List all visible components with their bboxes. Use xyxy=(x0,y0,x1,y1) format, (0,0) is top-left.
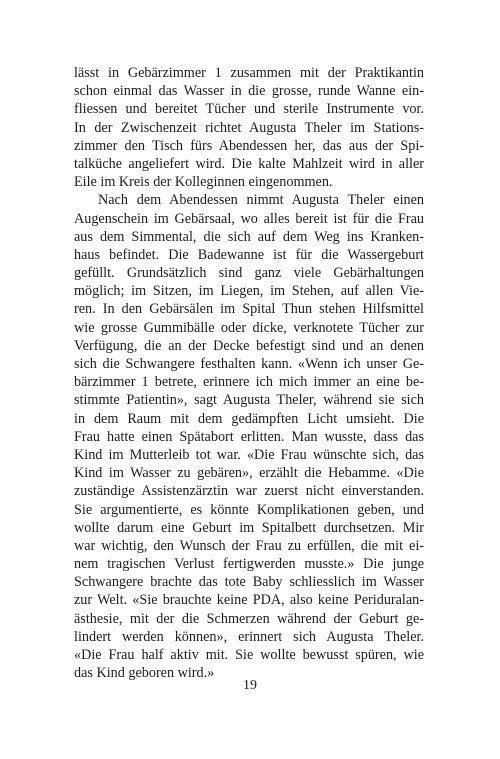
text-line: war wichtig, den Wunsch der Frau zu erfüllen, die mit ei- xyxy=(74,537,424,554)
text-line: Augenschein im Gebärsaal, wo alles bereit ist für die Frau xyxy=(74,210,424,227)
text-line: Verfügung, die an der Decke befestigt sind und an denen xyxy=(74,337,424,354)
text-line: in dem Raum mit dem gedämpften Licht umsieht. Die xyxy=(74,410,424,427)
text-line: ren. In den Gebärsälen im Spital Thun stehen Hilfsmittel xyxy=(74,301,424,318)
text-line: Kind im Mutterleib tot war. «Die Frau wünschte sich, das xyxy=(74,446,424,463)
text-line: zur Welt. «Sie brauchte keine PDA, also keine Periduralan- xyxy=(74,592,424,609)
book-page-text xyxy=(74,64,424,682)
paragraph xyxy=(74,64,424,191)
text-line: sich die Schwangere festhalten kann. «Wenn ich unser Ge- xyxy=(74,356,424,372)
text-line: Sie argumentierte, es könnte Komplikationen geben, und xyxy=(74,501,424,518)
text-line: nem tragischen Verlust fertigwerden musste.» Die junge xyxy=(74,556,424,573)
text-line: aus dem Simmental, die sich auf dem Weg ins Kranken- xyxy=(74,228,424,245)
text-line: das Kind geboren wird.» xyxy=(74,665,215,682)
text-line: lässt in Gebärzimmer 1 zusammen mit der Praktikantin xyxy=(74,65,424,81)
text-line: Eile im Kreis der Kolleginnen eingenommen. xyxy=(74,174,333,191)
text-line: bärzimmer 1 betrete, erinnere ich mich immer an eine be- xyxy=(74,374,424,391)
text-line: ästhesie, mit der die Schmerzen während der Geburt ge- xyxy=(74,610,424,627)
text-line: talküche angeliefert wird. Die kalte Mahlzeit wird in aller xyxy=(74,155,424,172)
text-line: schon einmal das Wasser in die grosse, runde Wanne ein- xyxy=(74,83,424,100)
page-number: 19 xyxy=(243,678,257,693)
text-line: Nach dem Abendessen nimmt Augusta Theler einen xyxy=(98,192,424,209)
text-line: möglich; im Sitzen, im Liegen, im Stehen, auf allen Vie- xyxy=(74,283,424,300)
text-line: stimmte Patientin», sagt Augusta Theler, während sie sich xyxy=(74,392,424,409)
text-line: wollte darum eine Geburt im Spitalbett durchsetzen. Mir xyxy=(74,519,424,536)
text-line: Kind im Wasser zu gebären», erzählt die Hebamme. «Die xyxy=(74,465,424,482)
text-line: lindert werden können», erinnert sich Augusta Theler. xyxy=(74,628,424,645)
text-line: haus befindet. Die Badewanne ist für die Wassergeburt xyxy=(74,246,424,263)
text-line: In der Zwischenzeit richtet Augusta Theler im Stations- xyxy=(74,119,424,136)
text-line: «Die Frau half aktiv mit. Sie wollte bewusst spüren, wie xyxy=(74,647,424,663)
text-line: fliessen und bereitet Tücher und sterile Instrumente vor. xyxy=(74,101,424,118)
text-line: Frau hatte einen Spätabort erlitten. Man wusste, dass das xyxy=(74,428,424,445)
paragraph xyxy=(74,191,424,682)
text-line: gefüllt. Grundsätzlich sind ganz viele Gebärhaltungen xyxy=(74,265,424,282)
text-line: wie grosse Gummibälle oder dicke, verknotete Tücher zur xyxy=(74,319,424,336)
text-line: Schwangere brachte das tote Baby schliesslich im Wasser xyxy=(74,574,424,591)
text-line: zimmer den Tisch fürs Abendessen her, das aus der Spi- xyxy=(74,137,424,154)
text-line: zuständige Assistenzärztin war zuerst nicht einverstanden. xyxy=(74,483,424,500)
